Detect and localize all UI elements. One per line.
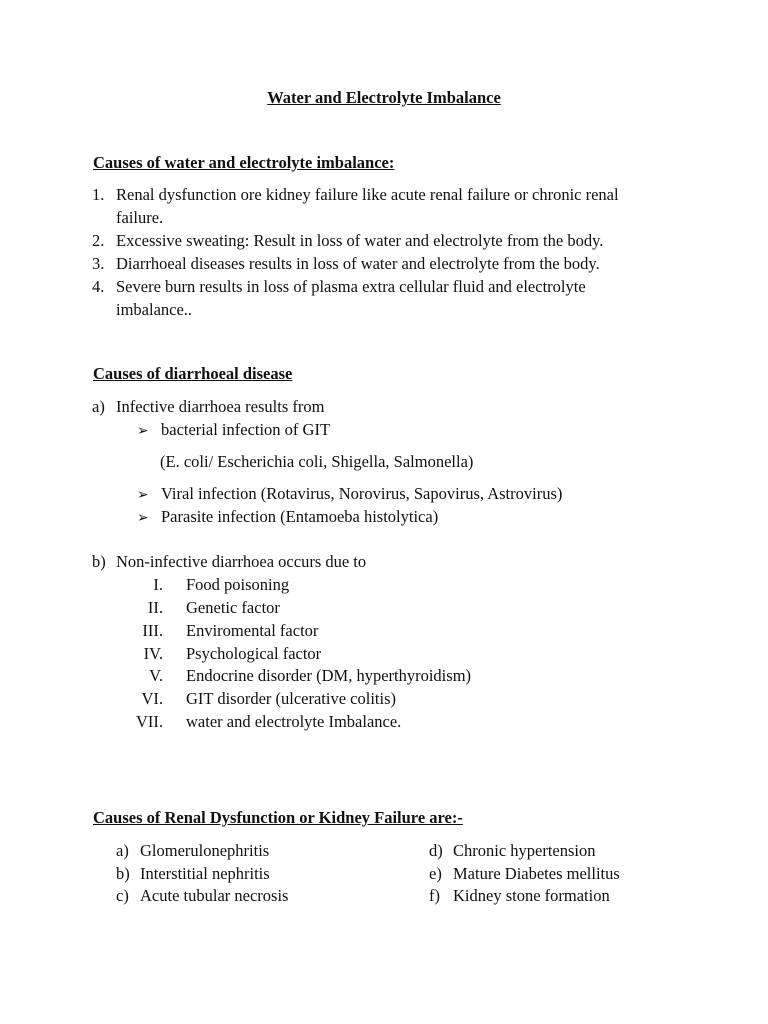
list-text: Severe burn results in loss of plasma extra cellular fluid and electrolyte	[116, 277, 586, 296]
list-letter: d)	[429, 841, 443, 860]
renal-cause-item	[116, 886, 288, 906]
roman-item-text: Genetic factor	[186, 598, 280, 617]
roman-item-text: Psychological factor	[186, 644, 322, 663]
list-letter: b)	[92, 552, 106, 571]
renal-cause-item	[429, 886, 610, 906]
list-item	[92, 185, 619, 205]
list-text: Infective diarrhoea results from	[116, 397, 325, 416]
list-letter: a)	[116, 841, 129, 860]
bacteria-examples: (E. coli/ Escherichia coli, Shigella, Salmonella)	[160, 452, 474, 471]
roman-number: IV.	[143, 644, 163, 663]
roman-number: III.	[142, 621, 163, 640]
list-letter: e)	[429, 864, 442, 883]
roman-number: VII.	[135, 712, 163, 731]
bullet-item	[137, 420, 330, 442]
roman-item-text: Enviromental factor	[186, 621, 319, 640]
arrow-bullet-icon: ➢	[137, 511, 149, 526]
list-letter: f)	[429, 886, 440, 905]
list-item	[92, 277, 586, 297]
list-item-a	[92, 397, 324, 417]
arrow-bullet-icon: ➢	[137, 488, 149, 503]
list-text: Renal dysfunction ore kidney failure like acute renal failure or chronic renal	[116, 185, 619, 204]
list-text: Glomerulonephritis	[140, 841, 270, 860]
list-number: 1.	[92, 185, 105, 204]
roman-item-text: water and electrolyte Imbalance.	[186, 712, 402, 731]
roman-number: I.	[153, 575, 163, 594]
bullet-item	[137, 507, 438, 529]
bullet-text: bacterial infection of GIT	[161, 420, 331, 439]
list-text: Non-infective diarrhoea occurs due to	[116, 552, 367, 571]
roman-item-text: Food poisoning	[186, 575, 290, 594]
list-item-continuation: imbalance..	[116, 300, 193, 319]
list-text: Kidney stone formation	[453, 886, 610, 905]
section-heading-diarrhoeal: Causes of diarrhoeal disease	[93, 364, 293, 383]
section-heading-water-imbalance: Causes of water and electrolyte imbalance:	[93, 153, 395, 172]
list-item	[92, 231, 603, 251]
roman-item-text: GIT disorder (ulcerative colitis)	[186, 689, 396, 708]
renal-cause-item	[429, 841, 596, 861]
list-item-continuation: failure.	[116, 208, 164, 227]
list-text: Mature Diabetes mellitus	[453, 864, 620, 883]
list-item	[92, 254, 600, 274]
roman-number: II.	[147, 598, 163, 617]
list-text: Diarrhoeal diseases results in loss of water and electrolyte from the body.	[116, 254, 600, 273]
bullet-item	[137, 484, 562, 506]
list-text: Chronic hypertension	[453, 841, 596, 860]
list-letter: b)	[116, 864, 130, 883]
roman-number: V.	[149, 666, 163, 685]
section-heading-renal: Causes of Renal Dysfunction or Kidney Failure are:-	[93, 808, 463, 827]
list-text: Excessive sweating: Result in loss of water and electrolyte from the body.	[116, 231, 604, 250]
renal-cause-item	[116, 841, 269, 861]
list-number: 3.	[92, 254, 105, 273]
list-item-b	[92, 552, 366, 572]
renal-cause-item	[116, 864, 270, 884]
roman-item-text: Endocrine disorder (DM, hyperthyroidism)	[186, 666, 472, 685]
list-number: 2.	[92, 231, 105, 250]
list-text: Interstitial nephritis	[140, 864, 270, 883]
list-number: 4.	[92, 277, 105, 296]
bullet-text: Parasite infection (Entamoeba histolytica)	[161, 507, 439, 526]
roman-number: VI.	[141, 689, 163, 708]
arrow-bullet-icon: ➢	[137, 424, 149, 439]
bullet-text: Viral infection (Rotavirus, Norovirus, Sapovirus, Astrovirus)	[161, 484, 563, 503]
renal-cause-item	[429, 864, 620, 884]
document-title: Water and Electrolyte Imbalance	[267, 88, 501, 107]
list-text: Acute tubular necrosis	[140, 886, 289, 905]
list-letter: c)	[116, 886, 129, 905]
list-letter: a)	[92, 397, 105, 416]
